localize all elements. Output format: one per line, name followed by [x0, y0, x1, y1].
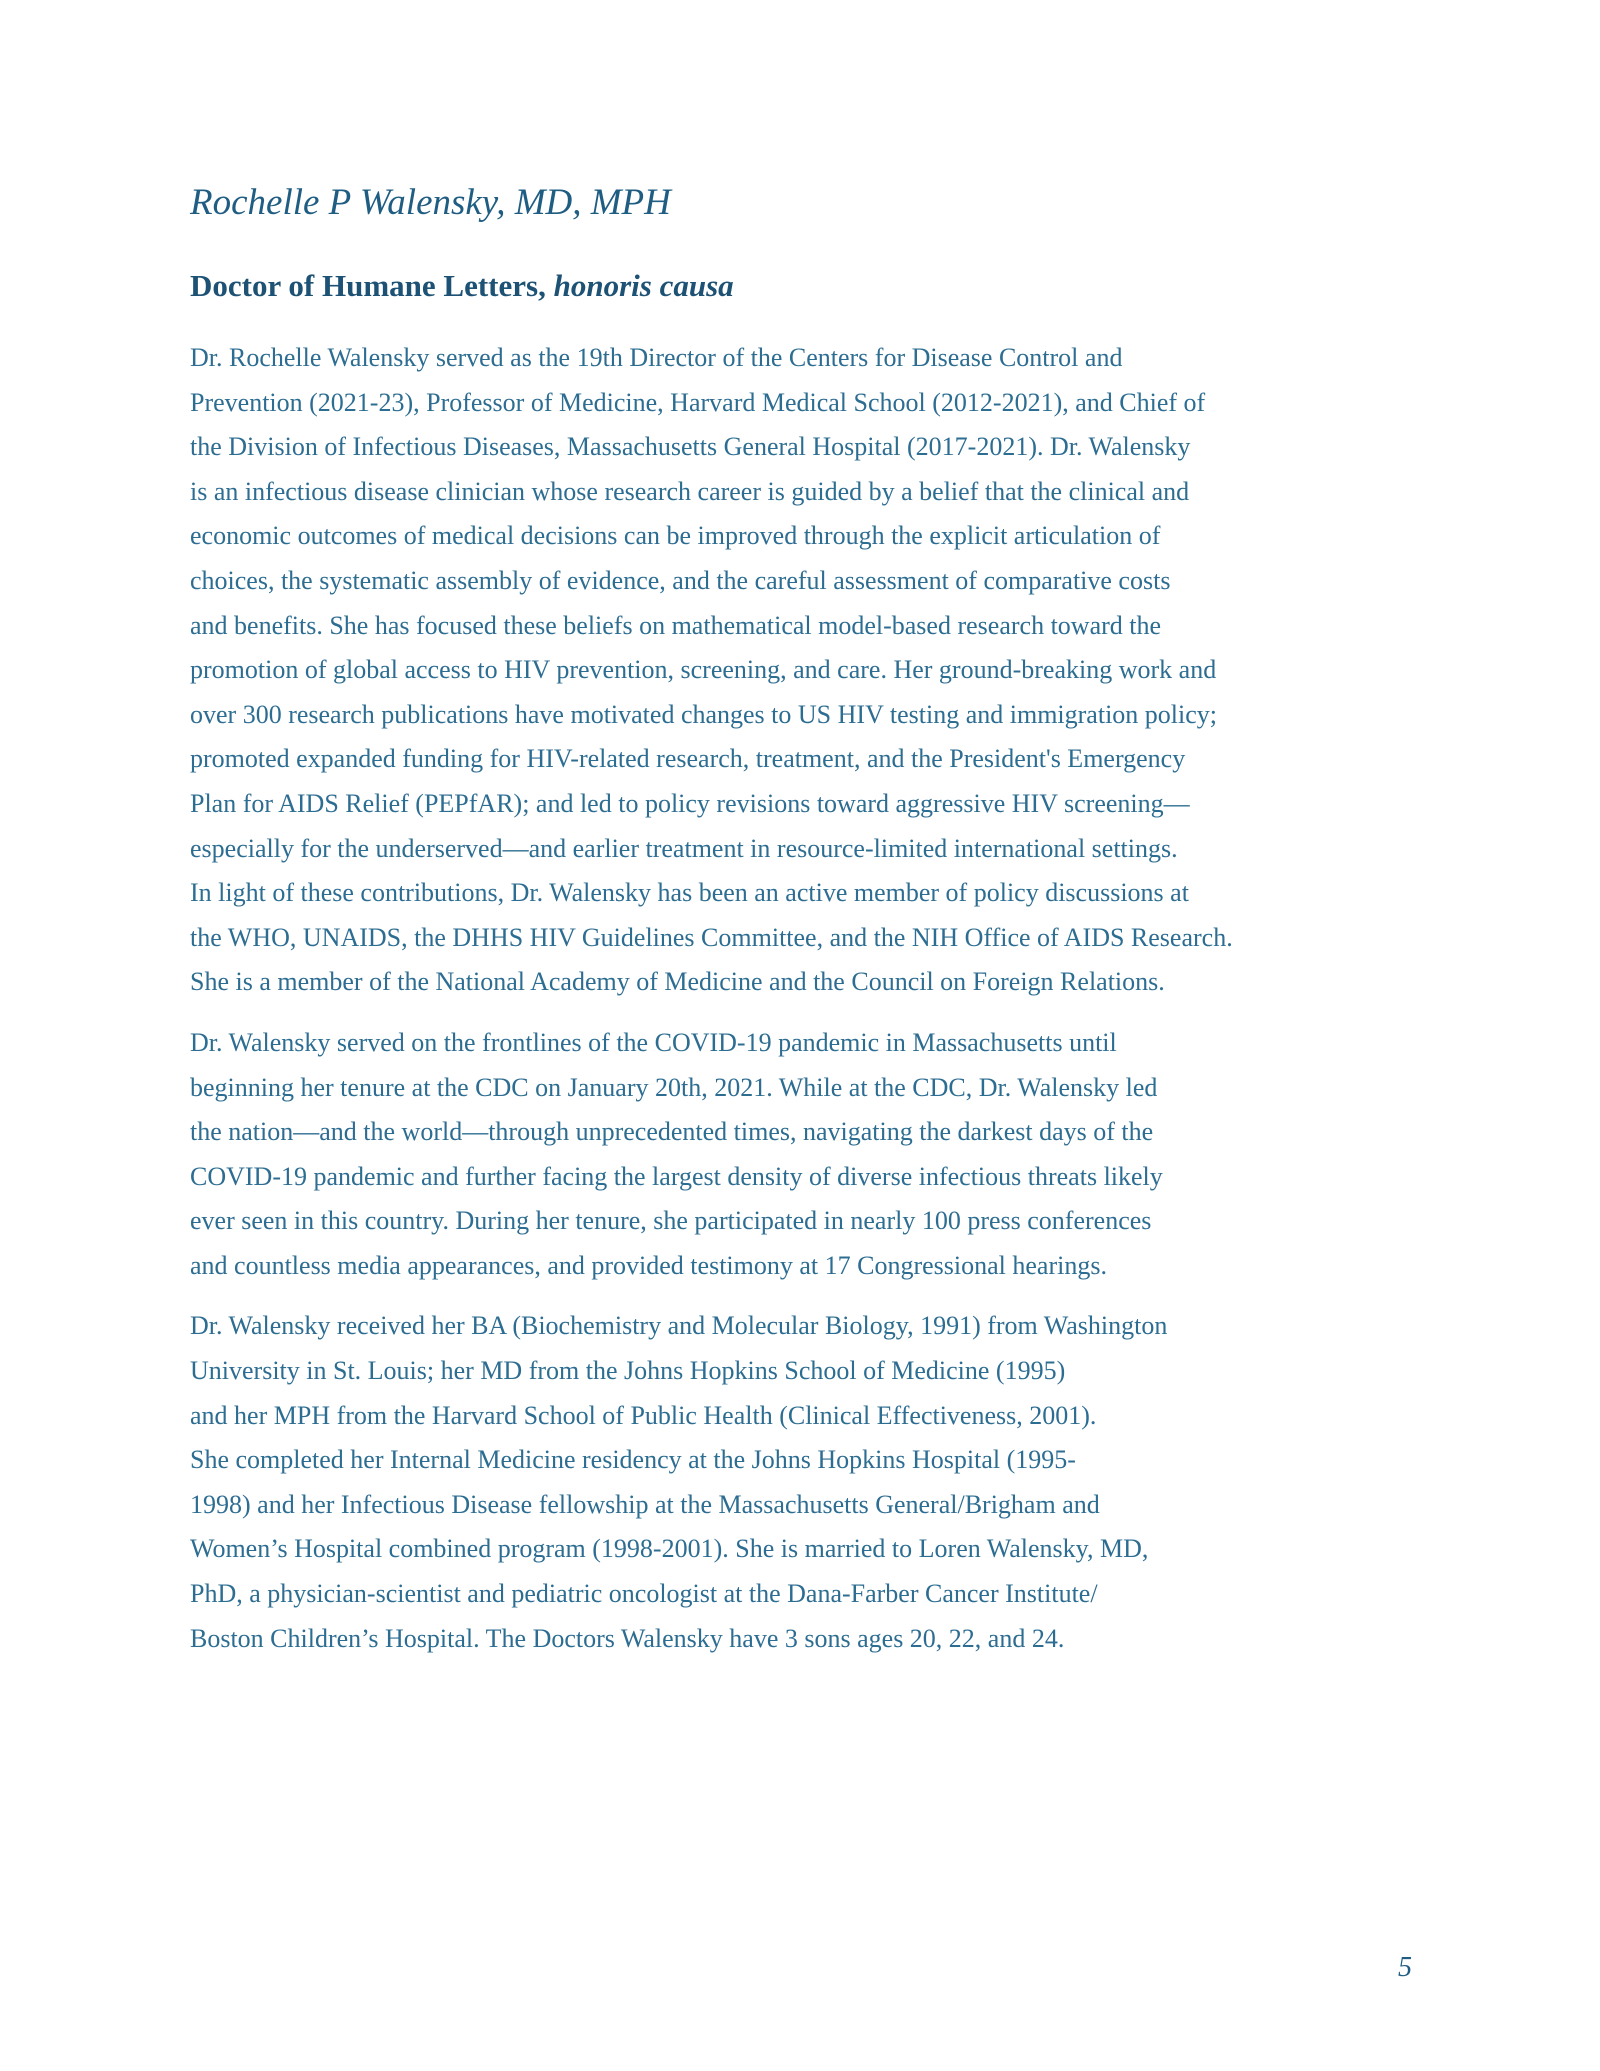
degree-title: [190, 266, 734, 306]
text-line: and countless media appearances, and provided testimony at 17 Congressional hearings.: [190, 1250, 1107, 1280]
text-line: and benefits. She has focused these beliefs on mathematical model-based research toward the: [190, 610, 1162, 640]
text-line: Women’s Hospital combined program (1998-2001). She is married to Loren Walensky, MD,: [190, 1534, 1149, 1564]
bio-paragraph-2: [190, 1021, 1390, 1289]
text-line: In light of these contributions, Dr. Walensky has been an active member of policy discussions at: [190, 878, 1189, 908]
text-line: Boston Children’s Hospital. The Doctors Walensky have 3 sons ages 20, 22, and 24.: [190, 1623, 1065, 1653]
text-line: promoted expanded funding for HIV-related research, treatment, and the President's Emergency: [190, 744, 1186, 774]
degree-title-italic: honoris causa: [553, 268, 734, 303]
text-line: Dr. Walensky served on the frontlines of the COVID-19 pandemic in Massachusetts until: [190, 1027, 1117, 1057]
bio-paragraph-1: [190, 336, 1390, 1005]
text-line: PhD, a physician-scientist and pediatric oncologist at the Dana-Farber Cancer Institute/: [190, 1579, 1098, 1609]
text-line: She completed her Internal Medicine residency at the Johns Hopkins Hospital (1995-: [190, 1445, 1076, 1475]
honoree-name: Rochelle P Walensky, MD, MPH: [190, 182, 671, 223]
text-line: 1998) and her Infectious Disease fellowship at the Massachusetts General/Brigham and: [190, 1489, 1100, 1519]
text-line: economic outcomes of medical decisions can be improved through the explicit articulation of: [190, 521, 1161, 551]
text-line: ever seen in this country. During her tenure, she participated in nearly 100 press conferences: [190, 1206, 1152, 1236]
text-line: Dr. Rochelle Walensky served as the 19th Director of the Centers for Disease Control and: [190, 343, 1123, 372]
text-line: the nation—and the world—through unprecedented times, navigating the darkest days of the: [190, 1117, 1154, 1147]
text-line: She is a member of the National Academy of Medicine and the Council on Foreign Relations.: [190, 967, 1165, 997]
text-line: is an infectious disease clinician whose research career is guided by a belief that the clinical and: [190, 476, 1190, 506]
degree-title-main: Doctor of Humane Letters,: [190, 268, 546, 303]
text-line: and her MPH from the Harvard School of Public Health (Clinical Effectiveness, 2001).: [190, 1400, 1097, 1430]
text-line: University in St. Louis; her MD from the Johns Hopkins School of Medicine (1995): [190, 1356, 1066, 1386]
text-line: Prevention (2021-23), Professor of Medicine, Harvard Medical School (2012-2021), and Chief of: [190, 387, 1206, 417]
text-line: choices, the systematic assembly of evidence, and the careful assessment of comparative costs: [190, 565, 1171, 595]
text-line: promotion of global access to HIV prevention, screening, and care. Her ground-breaking work and: [190, 655, 1217, 685]
text-line: beginning her tenure at the CDC on January 20th, 2021. While at the CDC, Dr. Walensky led: [190, 1072, 1158, 1102]
text-line: over 300 research publications have motivated changes to US HIV testing and immigration policy;: [190, 699, 1217, 729]
biography-body: [190, 336, 1390, 1677]
text-line: the WHO, UNAIDS, the DHHS HIV Guidelines Committee, and the NIH Office of AIDS Research.: [190, 922, 1233, 952]
text-line: especially for the underserved—and earlier treatment in resource-limited international settings.: [190, 833, 1178, 863]
text-line: Dr. Walensky received her BA (Biochemistry and Molecular Biology, 1991) from Washington: [190, 1311, 1168, 1341]
text-line: Plan for AIDS Relief (PEPfAR); and led to policy revisions toward aggressive HIV screening—: [190, 788, 1190, 818]
page-number: 5: [1398, 1952, 1412, 1983]
text-line: the Division of Infectious Diseases, Massachusetts General Hospital (2017-2021). Dr. Walensky: [190, 432, 1191, 462]
text-line: COVID-19 pandemic and further facing the largest density of diverse infectious threats likely: [190, 1161, 1163, 1191]
bio-paragraph-3: [190, 1304, 1390, 1661]
